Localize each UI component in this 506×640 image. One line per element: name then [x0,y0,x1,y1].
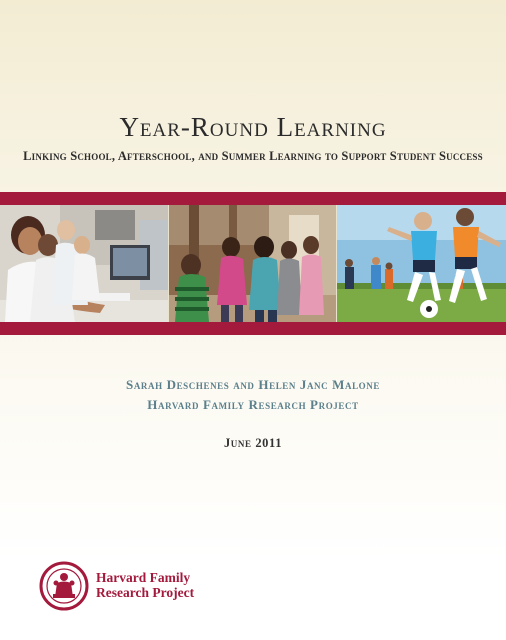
report-subtitle: Linking School, Afterschool, and Summer Learning to Support Student Success [23,149,483,163]
bottom-accent-band [0,322,506,335]
logo-wordmark [96,570,194,600]
harvard-family-research-seal-icon [39,561,89,611]
students-at-computers-photo [0,205,169,322]
kids-playing-soccer-photo [337,205,506,322]
report-title: Year-Round Learning [119,112,387,142]
logo-line-1: Harvard Family [96,570,191,585]
photo-strip [0,205,506,322]
author-names: Sarah Deschenes and Helen Janc Malone [126,377,380,392]
logo-line-2: Research Project [96,585,195,600]
students-in-hallway-photo [169,205,337,322]
organization-name: Harvard Family Research Project [147,397,359,412]
publication-date: June 2011 [223,436,283,450]
top-accent-band [0,192,506,205]
